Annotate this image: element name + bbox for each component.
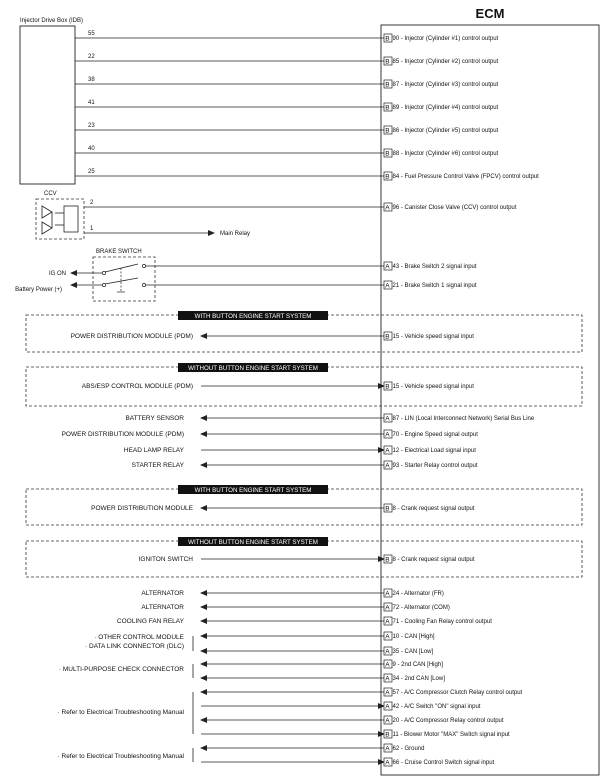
terminal-connector-letter: A (385, 661, 390, 669)
terminal-label: 86 - Injector (Cylinder #5) control output (392, 128, 499, 135)
terminal-connector-letter: A (385, 431, 390, 439)
terminal-connector-letter: B (385, 383, 390, 391)
device-label: · OTHER CONTROL MODULE (94, 634, 184, 641)
main-relay-label: Main Relay (220, 231, 251, 237)
ecm-terminal (384, 149, 499, 157)
ecm-terminal (384, 674, 445, 682)
device-label: HEAD LAMP RELAY (123, 447, 184, 454)
ecm-terminal (384, 702, 481, 710)
terminal-label: 8 - Crank request signal output (392, 557, 475, 564)
terminal-connector-letter: B (385, 731, 390, 739)
battery-power-label: Battery Power (+) (15, 287, 62, 293)
idb-pin: 22 (88, 54, 95, 60)
ecm-terminal (384, 758, 495, 766)
device-label: · DATA LINK CONNECTOR (DLC) (85, 643, 184, 650)
device-label: STARTER RELAY (131, 462, 184, 469)
ecm-terminal (384, 446, 476, 454)
terminal-label: 85 - Injector (Cylinder #2) control output (392, 59, 499, 66)
terminal-label: 72 - Alternator (COM) (392, 605, 450, 612)
ecm-terminal (384, 203, 517, 211)
device-label: ALTERNATOR (141, 590, 184, 597)
ecm-terminal (384, 716, 504, 724)
ccv-pin: 2 (90, 200, 94, 206)
terminal-label: 43 - Brake Switch 2 signal input (392, 264, 477, 271)
terminal-connector-letter: A (385, 604, 390, 612)
terminal-connector-letter: A (385, 703, 390, 711)
terminal-label: 20 - A/C Compressor Relay control output (392, 718, 504, 725)
terminal-connector-letter: A (385, 263, 390, 271)
terminal-label: 8 - Crank request signal output (392, 506, 475, 513)
device-label: POWER DISTRIBUTION MODULE (PDM) (61, 431, 184, 438)
idb-pin: 40 (88, 146, 95, 152)
device-label: ABS/ESP CONTROL MODULE (PDM) (81, 383, 193, 390)
terminal-label: 70 - Engine Speed signal output (392, 432, 478, 439)
terminal-label: 11 - Blower Motor "MAX" Switch signal input (392, 732, 510, 739)
ecm-title: ECM (475, 6, 505, 21)
idb-pin: 38 (88, 77, 95, 83)
terminal-label: 87 - LIN (Local Interconnect Network) Serial Bus Line (392, 416, 535, 423)
terminal-connector-letter: B (385, 173, 390, 181)
device-label: BATTERY SENSOR (125, 415, 184, 422)
ecm-terminal (384, 262, 477, 270)
terminal-connector-letter: A (385, 675, 390, 683)
ecm-terminal (384, 617, 492, 625)
terminal-label: 42 - A/C Switch "ON" signal input (392, 704, 481, 711)
terminal-connector-letter: B (385, 35, 390, 43)
terminal-label: 62 - Ground (392, 746, 425, 753)
ecm-terminal (384, 382, 474, 390)
terminal-connector-letter: A (385, 447, 390, 455)
device-label: ALTERNATOR (141, 604, 184, 611)
ecm-terminal (384, 555, 475, 563)
idb-box (20, 26, 75, 184)
terminal-connector-letter: A (385, 648, 390, 656)
ecm-terminal (384, 57, 499, 65)
terminal-connector-letter: A (385, 745, 390, 753)
ecm-terminal (384, 660, 443, 668)
terminal-connector-letter: B (385, 333, 390, 341)
brake-switch-icon (102, 264, 145, 292)
section-banner-label: WITHOUT BUTTON ENGINE START SYSTEM (188, 539, 318, 546)
terminal-connector-letter: B (385, 505, 390, 513)
terminal-connector-letter: A (385, 618, 390, 626)
terminal-label: 10 - CAN [High] (392, 634, 435, 641)
terminal-connector-letter: B (385, 150, 390, 158)
terminal-label: 21 - Brake Switch 1 signal input (392, 283, 477, 290)
valve-icon (42, 206, 78, 234)
device-label: POWER DISTRIBUTION MODULE (91, 505, 193, 512)
terminal-label: 96 - Canister Close Valve (CCV) control output (392, 205, 517, 212)
terminal-connector-letter: B (385, 556, 390, 564)
terminal-connector-letter: B (385, 81, 390, 89)
idb-pin: 41 (88, 100, 95, 106)
brake-switch-box (93, 257, 155, 301)
ecm-terminal (384, 730, 510, 738)
brake-switch-title: BRAKE SWITCH (96, 249, 142, 255)
terminal-label: 34 - 2nd CAN [Low] (392, 676, 445, 683)
ccv-title: CCV (44, 191, 57, 197)
ccv-pin: 1 (90, 226, 94, 232)
idb-pin: 23 (88, 123, 95, 129)
terminal-label: 24 - Alternator (FR) (392, 591, 444, 598)
ecm-terminal (384, 80, 499, 88)
ecm-terminal (384, 172, 539, 180)
terminal-connector-letter: A (385, 204, 390, 212)
terminal-connector-letter: A (385, 633, 390, 641)
idb-title: Injector Drive Box (IDB) (20, 18, 84, 24)
device-label: · Refer to Electrical Troubleshooting Manual (57, 753, 184, 760)
terminal-label: 71 - Cooling Fan Relay control output (392, 619, 492, 626)
terminal-label: 90 - Injector (Cylinder #1) control output (392, 36, 499, 43)
idb-wires (75, 38, 384, 176)
ecm-terminal (384, 103, 499, 111)
ecm-terminal (384, 744, 425, 752)
ecm-terminal (384, 430, 478, 438)
ecm-terminal (384, 688, 523, 696)
terminal-connector-letter: A (385, 759, 390, 767)
terminal-label: 35 - CAN [Low] (392, 649, 434, 656)
ecm-terminal (384, 332, 474, 340)
ccv-wires (84, 207, 384, 233)
terminal-connector-letter: B (385, 127, 390, 135)
terminal-label: 15 - Vehicle speed signal input (392, 384, 474, 391)
terminal-label: 84 - Fuel Pressure Control Valve (FPCV) control output (392, 174, 539, 181)
terminal-connector-letter: A (385, 590, 390, 598)
ecm-terminal (384, 589, 444, 597)
ecm-terminal (384, 632, 435, 640)
device-label: IGNITON SWITCH (138, 556, 193, 563)
ecm-terminals (384, 34, 539, 766)
device-label: POWER DISTRIBUTION MODULE (PDM) (70, 333, 193, 340)
device-label: · MULTI-PURPOSE CHECK CONNECTOR (58, 666, 184, 673)
ecm-terminal (384, 504, 475, 512)
section-banner-label: WITH BUTTON ENGINE START SYSTEM (194, 487, 312, 494)
terminal-label: 89 - Injector (Cylinder #4) control output (392, 105, 499, 112)
section-banner-label: WITH BUTTON ENGINE START SYSTEM (194, 313, 312, 320)
ecm-terminal (384, 414, 535, 422)
ecm-terminal (384, 34, 499, 42)
terminal-label: 93 - Starter Relay control output (392, 463, 478, 470)
terminal-connector-letter: A (385, 415, 390, 423)
terminal-label: 15 - Vehicle speed signal input (392, 334, 474, 341)
device-label: · Refer to Electrical Troubleshooting Manual (57, 709, 184, 716)
ecm-terminal (384, 126, 499, 134)
terminal-label: 87 - Injector (Cylinder #3) control output (392, 82, 499, 89)
section-banner-label: WITHOUT BUTTON ENGINE START SYSTEM (188, 365, 318, 372)
terminal-label: 57 - A/C Compressor Clutch Relay control output (392, 690, 523, 697)
terminal-connector-letter: A (385, 462, 390, 470)
idb-pin: 55 (88, 31, 95, 37)
terminal-connector-letter: B (385, 58, 390, 66)
ecm-terminal (384, 603, 450, 611)
ecm-terminal (384, 461, 478, 469)
ecm-terminal (384, 647, 434, 655)
terminal-connector-letter: A (385, 282, 390, 290)
terminal-connector-letter: A (385, 689, 390, 697)
terminal-label: 12 - Electrical Load signal input (392, 448, 476, 455)
terminal-label: 66 - Cruise Control Switch signal input (392, 760, 495, 767)
terminal-connector-letter: A (385, 717, 390, 725)
device-label: COOLING FAN RELAY (116, 618, 184, 625)
ig-on-label: IG ON (48, 271, 66, 277)
terminal-label: 9 - 2nd CAN [High] (392, 662, 443, 669)
idb-pin: 25 (88, 169, 95, 175)
ecm-terminal (384, 281, 477, 289)
terminal-connector-letter: B (385, 104, 390, 112)
terminal-label: 88 - Injector (Cylinder #6) control output (392, 151, 499, 158)
